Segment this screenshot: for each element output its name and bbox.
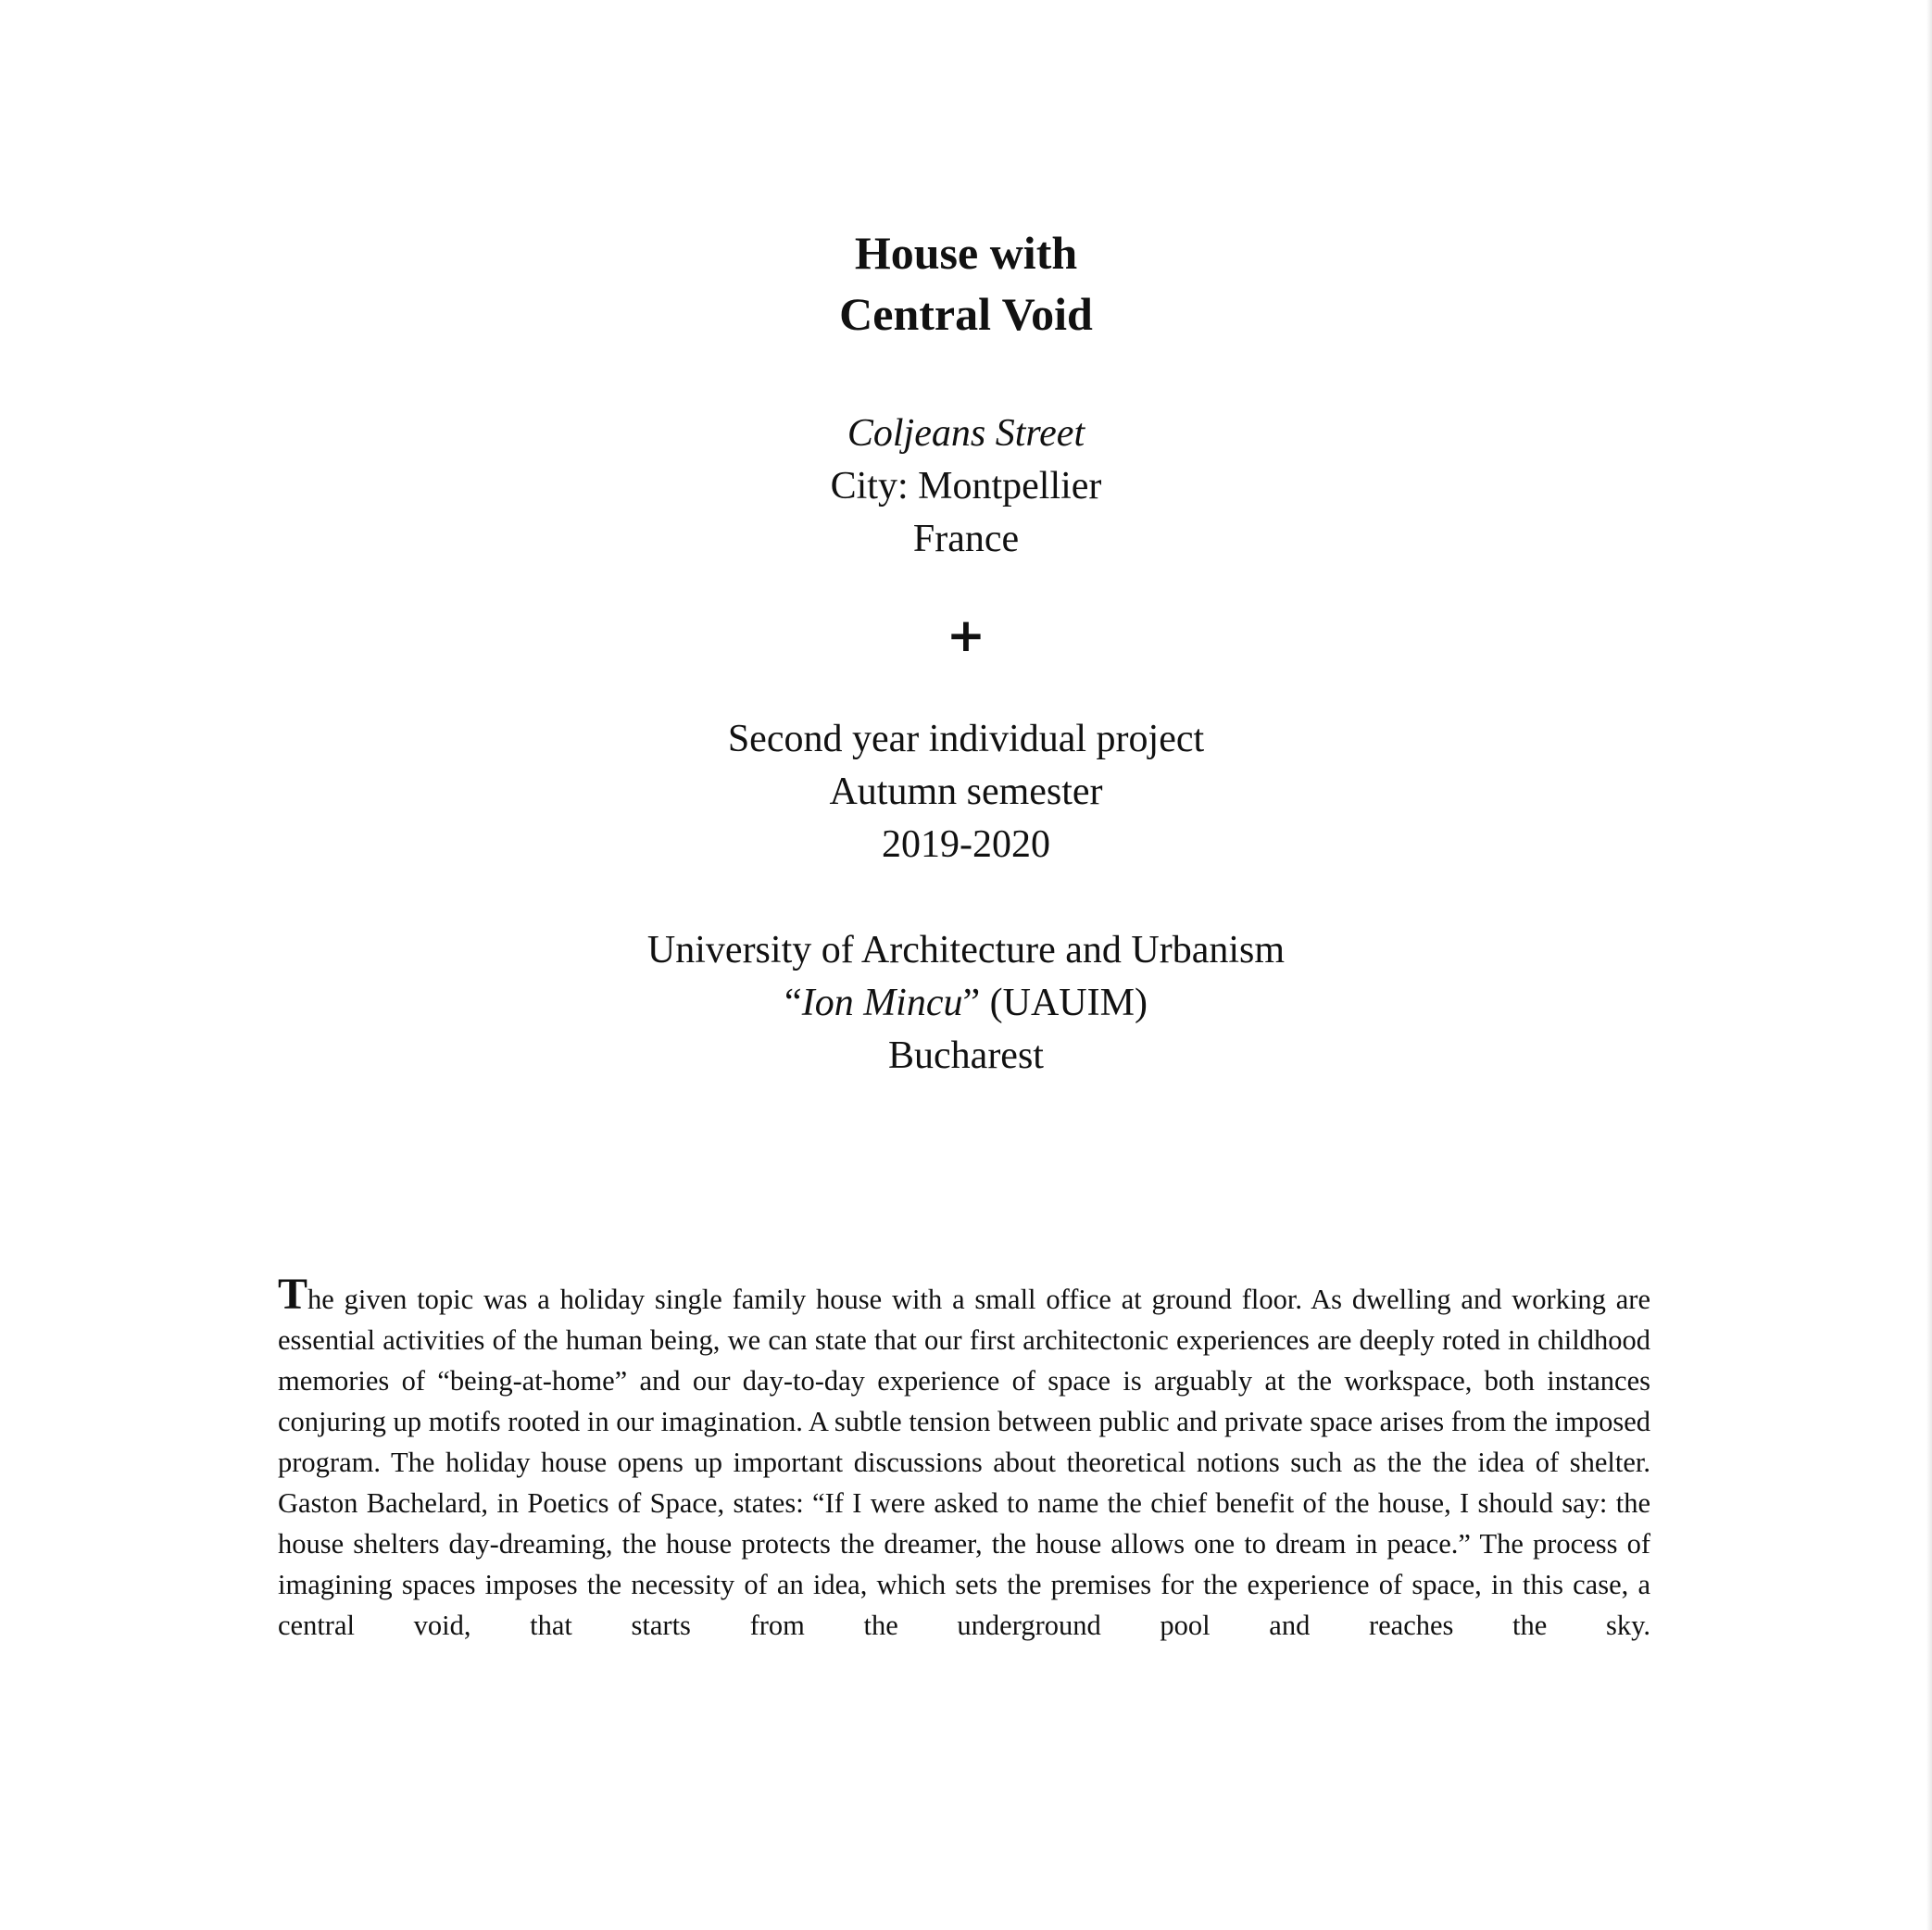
project-type: Second year individual project [727,718,1205,760]
page-title [0,222,1932,345]
drop-cap: T [278,1270,308,1319]
body-paragraph [278,1270,1650,1646]
university-honoree-line [0,977,1932,1030]
university-name: University of Architecture and Urbanism [646,929,1286,971]
page-edge-shadow [1926,0,1932,1930]
street-name: Coljeans Street [847,412,1085,455]
project-semester: Autumn semester [829,771,1103,813]
university-city: Bucharest [888,1034,1044,1077]
university-block [0,924,1932,1083]
title-line-2: Central Void [839,288,1093,340]
location-block [0,407,1932,566]
university-honoree: Ion Mincu [801,982,963,1024]
body-text: he given topic was a holiday single family house with a small office at ground floor. As dwelling and working are essential activities of the human being, we can state that our first architectonic experiences are deeply roted in childhood memories of “being-at-home” and our day-to-day experience of space is arguably at the workspace, both instances conjuring up motifs rooted in our imagination. A subtle tension between public and private space arises from the imposed program. The holiday house opens up important discussions about theoretical notions such as the the idea of shelter. Gaston Bachelard, in Poetics of Space, states: “If I were asked to name the chief benefit of the house, I should say: the house shelters day-dreaming, the house protects the dreamer, the house allows one to dream in peace.” The process of imagining spaces imposes the necessity of an idea, which sets the premises for the experience of space, in this case, a central void, that starts from the underground pool and reaches the sky. [278,1284,1650,1641]
quote-close: ” [962,982,981,1024]
country-name: France [912,518,1020,560]
title-line-1: House with [854,227,1078,279]
university-abbreviation: (UAUIM) [980,982,1148,1024]
project-year: 2019-2020 [882,823,1050,866]
quote-open: “ [784,982,802,1024]
city-name: City: Montpellier [830,465,1102,508]
plus-separator: + [947,608,985,662]
project-info-block [0,713,1932,871]
